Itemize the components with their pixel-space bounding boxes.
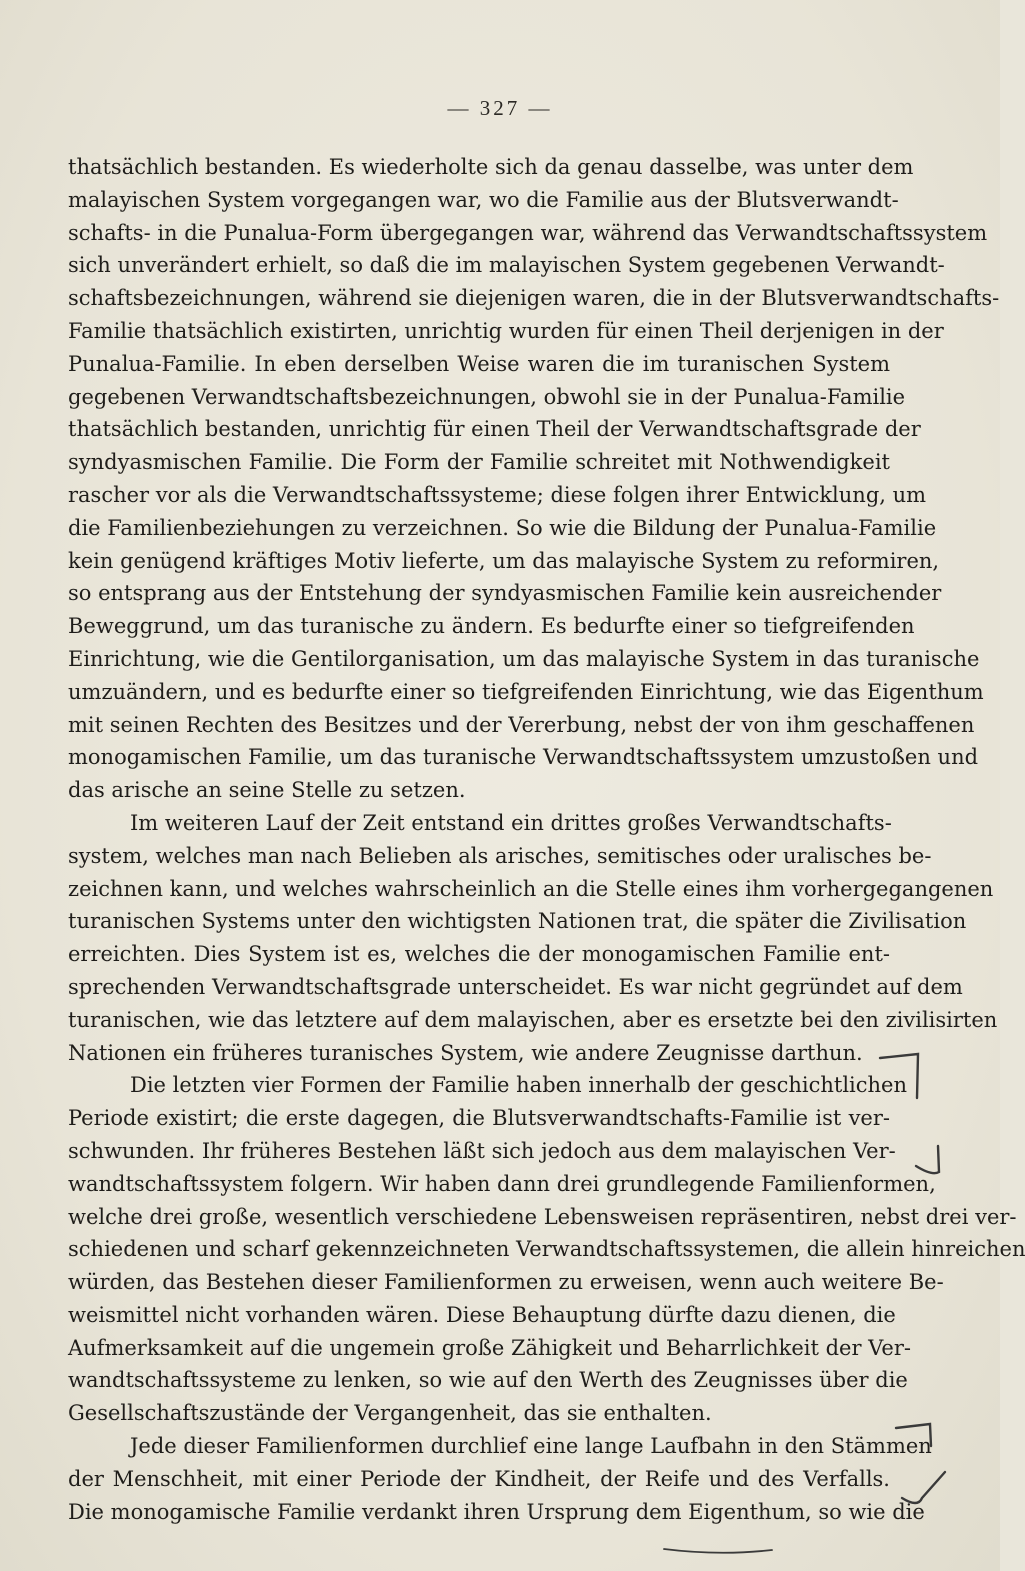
text-line: thatsächlich bestanden. Es wiederholte sich da genau dasselbe, was unter dem: [68, 155, 914, 179]
text-line: syndyasmischen Familie. Die Form der Familie schreitet mit Nothwendigkeit: [68, 450, 890, 475]
text-line: erreichten. Dies System ist es, welches die der monogamischen Familie ent-: [68, 942, 890, 967]
text-line: so entsprang aus der Entstehung der syndyasmischen Familie kein ausreichender: [68, 581, 942, 606]
text-line: der Menschheit, mit einer Periode der Kindheit, der Reife und des Verfalls.: [68, 1466, 890, 1491]
text-line: Nationen ein früheres turanisches System, wie andere Zeugnisse darthun.: [68, 1040, 863, 1065]
text-line: mit seinen Rechten des Besitzes und der Vererbung, nebst der von ihm geschaffenen: [68, 712, 975, 737]
text-line: würden, das Bestehen dieser Familienformen zu erweisen, wenn auch weitere Be-: [68, 1270, 944, 1295]
text-line: schaftsbezeichnungen, während sie diejenigen waren, die in der Blutsverwandtschafts-: [68, 286, 1000, 311]
text-line: kein genügend kräftiges Motiv lieferte, um das malayische System zu reformiren,: [68, 548, 940, 573]
text-line: gegebenen Verwandtschaftsbezeichnungen, obwohl sie in der Punalua-Familie: [68, 384, 906, 409]
text-line: das arische an seine Stelle zu setzen.: [68, 778, 466, 803]
text-line: Einrichtung, wie die Gentilorganisation, um das malayische System in das turanische: [68, 646, 980, 671]
text-line: umzuändern, und es bedurfte einer so tiefgreifenden Einrichtung, wie das Eigenthum: [68, 679, 984, 704]
text-line: Gesellschaftszustände der Vergangenheit, das sie enthalten.: [68, 1401, 712, 1426]
text-line: zeichnen kann, und welches wahrscheinlich an die Stelle eines ihm vorhergegangenen: [68, 876, 994, 901]
text-line: turanischen, wie das letztere auf dem malayischen, aber es ersetzte bei den zivilisirten: [68, 1007, 998, 1032]
text-line: system, welches man nach Belieben als arisches, semitisches oder uralisches be-: [68, 843, 932, 868]
text-line: schwunden. Ihr früheres Bestehen läßt sich jedoch aus dem malayischen Ver-: [68, 1138, 896, 1163]
text-line: sich unverändert erhielt, so daß die im malayischen System gegebenen Verwandt-: [68, 253, 945, 278]
text-line: wandtschaftssystem folgern. Wir haben dann drei grundlegende Familienformen,: [68, 1171, 936, 1196]
text-line: thatsächlich bestanden, unrichtig für einen Theil der Verwandtschaftsgrade der: [68, 417, 921, 442]
text-line: Die monogamische Familie verdankt ihren Ursprung dem Eigenthum, so wie die: [68, 1499, 925, 1524]
text-line: schiedenen und scharf gekennzeichneten Verwandtschaftssystemen, die allein hinreichen: [68, 1237, 1025, 1262]
text-line: Aufmerksamkeit auf die ungemein große Zähigkeit und Beharrlichkeit der Ver-: [68, 1335, 911, 1360]
text-line: Punalua-Familie. In eben derselben Weise waren die im turanischen System: [68, 351, 890, 376]
text-line: die Familienbeziehungen zu verzeichnen. So wie die Bildung der Punalua-Familie: [68, 515, 937, 540]
text-line: wandtschaftssysteme zu lenken, so wie auf den Werth des Zeugnisses über die: [68, 1368, 908, 1393]
text-line: weismittel nicht vorhanden wären. Diese Behauptung dürfte dazu dienen, die: [68, 1302, 896, 1327]
text-line: monogamischen Familie, um das turanische Verwandtschaftssystem umzustoßen und: [68, 745, 979, 770]
text-line: Die letzten vier Formen der Familie haben innerhalb der geschichtlichen: [130, 1073, 908, 1098]
text-line: schafts- in die Punalua-Form übergegangen war, während das Verwandtschaftssystem: [68, 220, 988, 245]
check-mark: [902, 1472, 945, 1503]
text-line: Im weiteren Lauf der Zeit entstand ein drittes großes Verwandtschafts-: [130, 810, 892, 835]
text-line: malayischen System vorgegangen war, wo die Familie aus der Blutsverwandt-: [68, 187, 899, 212]
text-line: Familie thatsächlich existirten, unrichtig wurden für einen Theil derjenigen in der: [68, 318, 944, 343]
body-text: [68, 151, 1025, 1528]
text-line: turanischen Systems unter den wichtigsten Nationen trat, die später die Zivilisation: [68, 909, 967, 934]
text-line: Beweggrund, um das turanische zu ändern. Es bedurfte einer so tiefgreifenden: [68, 614, 915, 639]
text-line: rascher vor als die Verwandtschaftssysteme; diese folgen ihrer Entwicklung, um: [68, 482, 927, 507]
underline-mark: [664, 1549, 772, 1553]
hook-mark: [916, 1146, 939, 1173]
text-line: welche drei große, wesentlich verschiedene Lebensweisen repräsentiren, nebst drei ver-: [68, 1204, 1017, 1229]
page-number: — 327 —: [447, 96, 553, 120]
text-line: Jede dieser Familienformen durchlief eine lange Laufbahn in den Stämmen: [130, 1434, 932, 1459]
text-line: sprechenden Verwandtschaftsgrade unterscheidet. Es war nicht gegründet auf dem: [68, 974, 963, 999]
text-line: Periode existirt; die erste dagegen, die Blutsverwandtschafts-Familie ist ver-: [68, 1106, 890, 1131]
